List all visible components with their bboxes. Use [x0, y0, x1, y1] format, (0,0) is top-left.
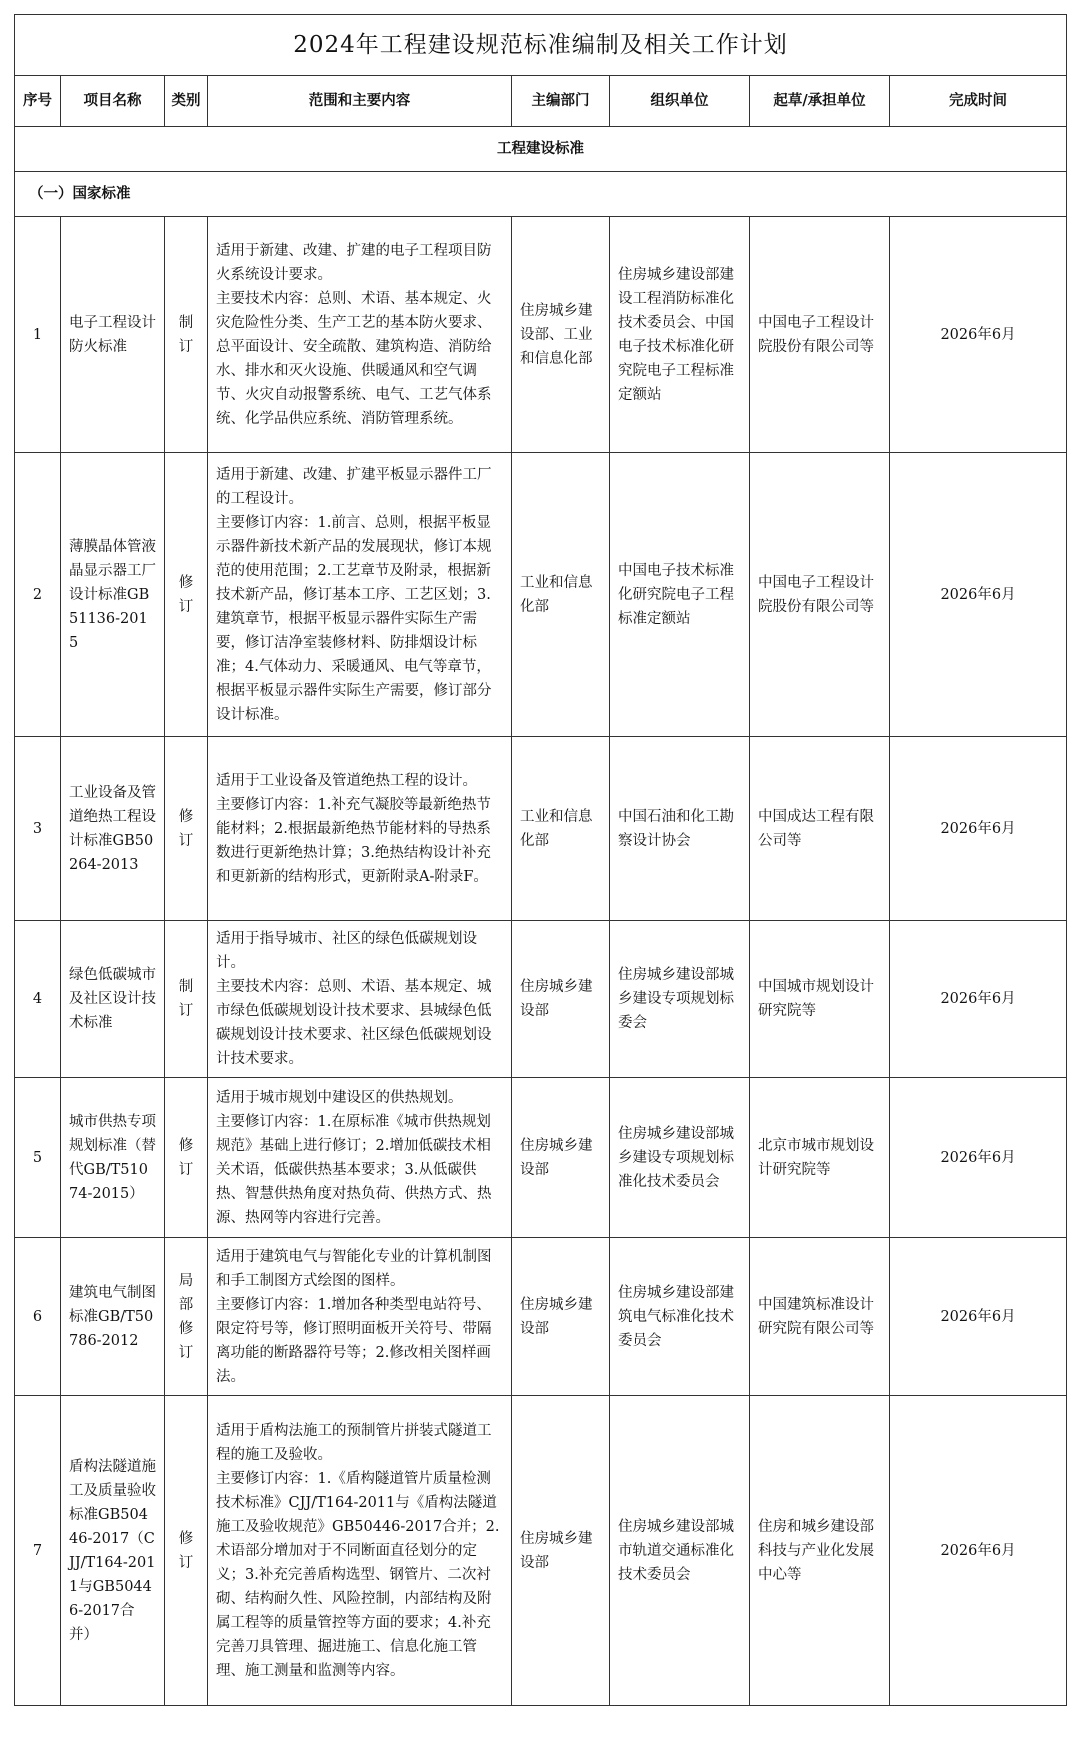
row-scope-applicability: 适用于新建、改建、扩建的电子工程项目防火系统设计要求。: [216, 242, 492, 283]
row-dept: 住房城乡建设部、工业和信息化部: [512, 217, 610, 453]
row-org: 住房城乡建设部城乡建设专项规划标准化技术委员会: [610, 1078, 750, 1238]
row-no: 6: [15, 1238, 61, 1396]
row-no: 7: [15, 1396, 61, 1706]
row-scope-details: 主要修订内容：1.在原标准《城市供热规划规范》基础上进行修订；2.增加低碳技术相关术语，低碳供热基本要求；3.从低碳供热、智慧供热角度对热负荷、供热方式、热源、热网等内容进行完善。: [216, 1113, 492, 1226]
header-time: 完成时间: [890, 76, 1067, 127]
row-scope-details: 主要技术内容：总则、术语、基本规定、火灾危险性分类、生产工艺的基本防火要求、总平面设计、安全疏散、建筑构造、消防给水、排水和灭火设施、供暖通风和空气调节、火灾自动报警系统、电气、工艺气体系统、化学品供应系统、消防管理系统。: [216, 290, 492, 427]
header-no: 序号: [15, 76, 61, 127]
row-type: 修订: [165, 1078, 208, 1238]
row-time: 2026年6月: [890, 921, 1067, 1078]
row-time: 2026年6月: [890, 217, 1067, 453]
row-name: 绿色低碳城市及社区设计技术标准: [61, 921, 165, 1078]
row-name: 盾构法隧道施工及质量验收标准GB50446-2017（CJJ/T164-2011与GB50446-2017合并）: [61, 1396, 165, 1706]
row-time: 2026年6月: [890, 453, 1067, 737]
section-row: [15, 127, 1067, 172]
table-row: [15, 1396, 1067, 1706]
subsection-row: [15, 172, 1067, 217]
row-time: 2026年6月: [890, 1238, 1067, 1396]
table-row: [15, 1238, 1067, 1396]
table-row: [15, 921, 1067, 1078]
row-org: 住房城乡建设部城市轨道交通标准化技术委员会: [610, 1396, 750, 1706]
table-row: [15, 217, 1067, 453]
row-scope: [208, 1396, 512, 1706]
header-row: [15, 76, 1067, 127]
row-time: 2026年6月: [890, 737, 1067, 921]
row-type: 修订: [165, 453, 208, 737]
row-drafter: 中国电子工程设计院股份有限公司等: [750, 453, 890, 737]
row-scope-details: 主要修订内容：1.补充气凝胶等最新绝热节能材料；2.根据最新绝热节能材料的导热系数进行更新绝热计算；3.绝热结构设计补充和更新新的结构形式，更新附录A-附录F。: [216, 796, 491, 885]
row-scope-details: 主要技术内容：总则、术语、基本规定、城市绿色低碳规划设计技术要求、县城绿色低碳规划设计技术要求、社区绿色低碳规划设计技术要求。: [216, 979, 492, 1067]
table-row: [15, 737, 1067, 921]
header-type: 类别: [165, 76, 208, 127]
header-drafter: 起草/承担单位: [750, 76, 890, 127]
row-dept: 住房城乡建设部: [512, 921, 610, 1078]
row-scope: [208, 1078, 512, 1238]
row-scope: [208, 453, 512, 737]
row-dept: 住房城乡建设部: [512, 1078, 610, 1238]
row-dept: 住房城乡建设部: [512, 1396, 610, 1706]
row-no: 5: [15, 1078, 61, 1238]
row-scope-applicability: 适用于新建、改建、扩建平板显示器件工厂的工程设计。: [216, 466, 492, 507]
row-no: 4: [15, 921, 61, 1078]
row-scope: [208, 1238, 512, 1396]
row-type: 修订: [165, 737, 208, 921]
row-time: 2026年6月: [890, 1396, 1067, 1706]
row-scope-applicability: 适用于建筑电气与智能化专业的计算机制图和手工制图方式绘图的图样。: [216, 1248, 492, 1289]
row-drafter: 住房和城乡建设部科技与产业化发展中心等: [750, 1396, 890, 1706]
row-drafter: 中国电子工程设计院股份有限公司等: [750, 217, 890, 453]
row-dept: 工业和信息化部: [512, 453, 610, 737]
row-scope-applicability: 适用于指导城市、社区的绿色低碳规划设计。: [216, 931, 477, 971]
row-name: 薄膜晶体管液晶显示器工厂设计标准GB51136-2015: [61, 453, 165, 737]
subsection-title: （一）国家标准: [15, 172, 1067, 217]
row-scope: [208, 217, 512, 453]
row-dept: 住房城乡建设部: [512, 1238, 610, 1396]
row-type: 制订: [165, 217, 208, 453]
header-dept: 主编部门: [512, 76, 610, 127]
row-no: 3: [15, 737, 61, 921]
table-row: [15, 1078, 1067, 1238]
row-dept: 工业和信息化部: [512, 737, 610, 921]
row-name: 电子工程设计防火标准: [61, 217, 165, 453]
row-drafter: 北京市城市规划设计研究院等: [750, 1078, 890, 1238]
header-org: 组织单位: [610, 76, 750, 127]
row-org: 中国电子技术标准化研究院电子工程标准定额站: [610, 453, 750, 737]
row-drafter: 中国建筑标准设计研究院有限公司等: [750, 1238, 890, 1396]
row-drafter: 中国城市规划设计研究院等: [750, 921, 890, 1078]
row-scope-details: 主要修订内容：1.《盾构隧道管片质量检测技术标准》CJJ/T164-2011与《盾构法隧道施工及验收规范》GB50446-2017合并；2.术语部分增加对于不同断面直径划分的定义；3.补充完善盾构选型、钢管片、二次衬砌、结构耐久性、风险控制，内部结构及附属工程等的质量管控等方面的要求；4.补充完善刀具管理、掘进施工、信息化施工管理、施工测量和监测等内容。: [216, 1470, 500, 1679]
page-title: 2024年工程建设规范标准编制及相关工作计划: [15, 15, 1067, 76]
row-scope-details: 主要修订内容：1.前言、总则，根据平板显示器件新技术新产品的发展现状，修订本规范的使用范围；2.工艺章节及附录，根据新技术新产品，修订基本工序、工艺区划；3.建筑章节，根据平板显示器件实际生产需要，修订洁净室装修材料、防排烟设计标准；4.气体动力、采暖通风、电气等章节，根据平板显示器件实际生产需要，修订部分设计标准。: [216, 514, 492, 723]
row-scope: [208, 737, 512, 921]
table-row: [15, 453, 1067, 737]
row-no: 2: [15, 453, 61, 737]
row-type: 制订: [165, 921, 208, 1078]
row-type: 局部修订: [165, 1238, 208, 1396]
section-title: 工程建设标准: [15, 127, 1067, 172]
row-scope-applicability: 适用于城市规划中建设区的供热规划。: [216, 1089, 463, 1106]
plan-table: [14, 14, 1067, 1706]
row-time: 2026年6月: [890, 1078, 1067, 1238]
row-name: 工业设备及管道绝热工程设计标准GB50264-2013: [61, 737, 165, 921]
header-scope: 范围和主要内容: [208, 76, 512, 127]
row-scope-details: 主要修订内容：1.增加各种类型电站符号、限定符号等，修订照明面板开关符号、带隔离功能的断路器符号等；2.修改相关图样画法。: [216, 1296, 492, 1385]
row-scope-applicability: 适用于盾构法施工的预制管片拼装式隧道工程的施工及验收。: [216, 1422, 492, 1463]
row-name: 建筑电气制图标准GB/T50786-2012: [61, 1238, 165, 1396]
row-scope-applicability: 适用于工业设备及管道绝热工程的设计。: [216, 772, 477, 789]
document-page: [14, 14, 1066, 1706]
row-type: 修订: [165, 1396, 208, 1706]
header-name: 项目名称: [61, 76, 165, 127]
title-row: [15, 15, 1067, 76]
row-org: 中国石油和化工勘察设计协会: [610, 737, 750, 921]
row-org: 住房城乡建设部建设工程消防标准化技术委员会、中国电子技术标准化研究院电子工程标准定额站: [610, 217, 750, 453]
row-name: 城市供热专项规划标准（替代GB/T51074-2015）: [61, 1078, 165, 1238]
row-org: 住房城乡建设部建筑电气标准化技术委员会: [610, 1238, 750, 1396]
row-drafter: 中国成达工程有限公司等: [750, 737, 890, 921]
row-no: 1: [15, 217, 61, 453]
row-org: 住房城乡建设部城乡建设专项规划标委会: [610, 921, 750, 1078]
row-scope: [208, 921, 512, 1078]
